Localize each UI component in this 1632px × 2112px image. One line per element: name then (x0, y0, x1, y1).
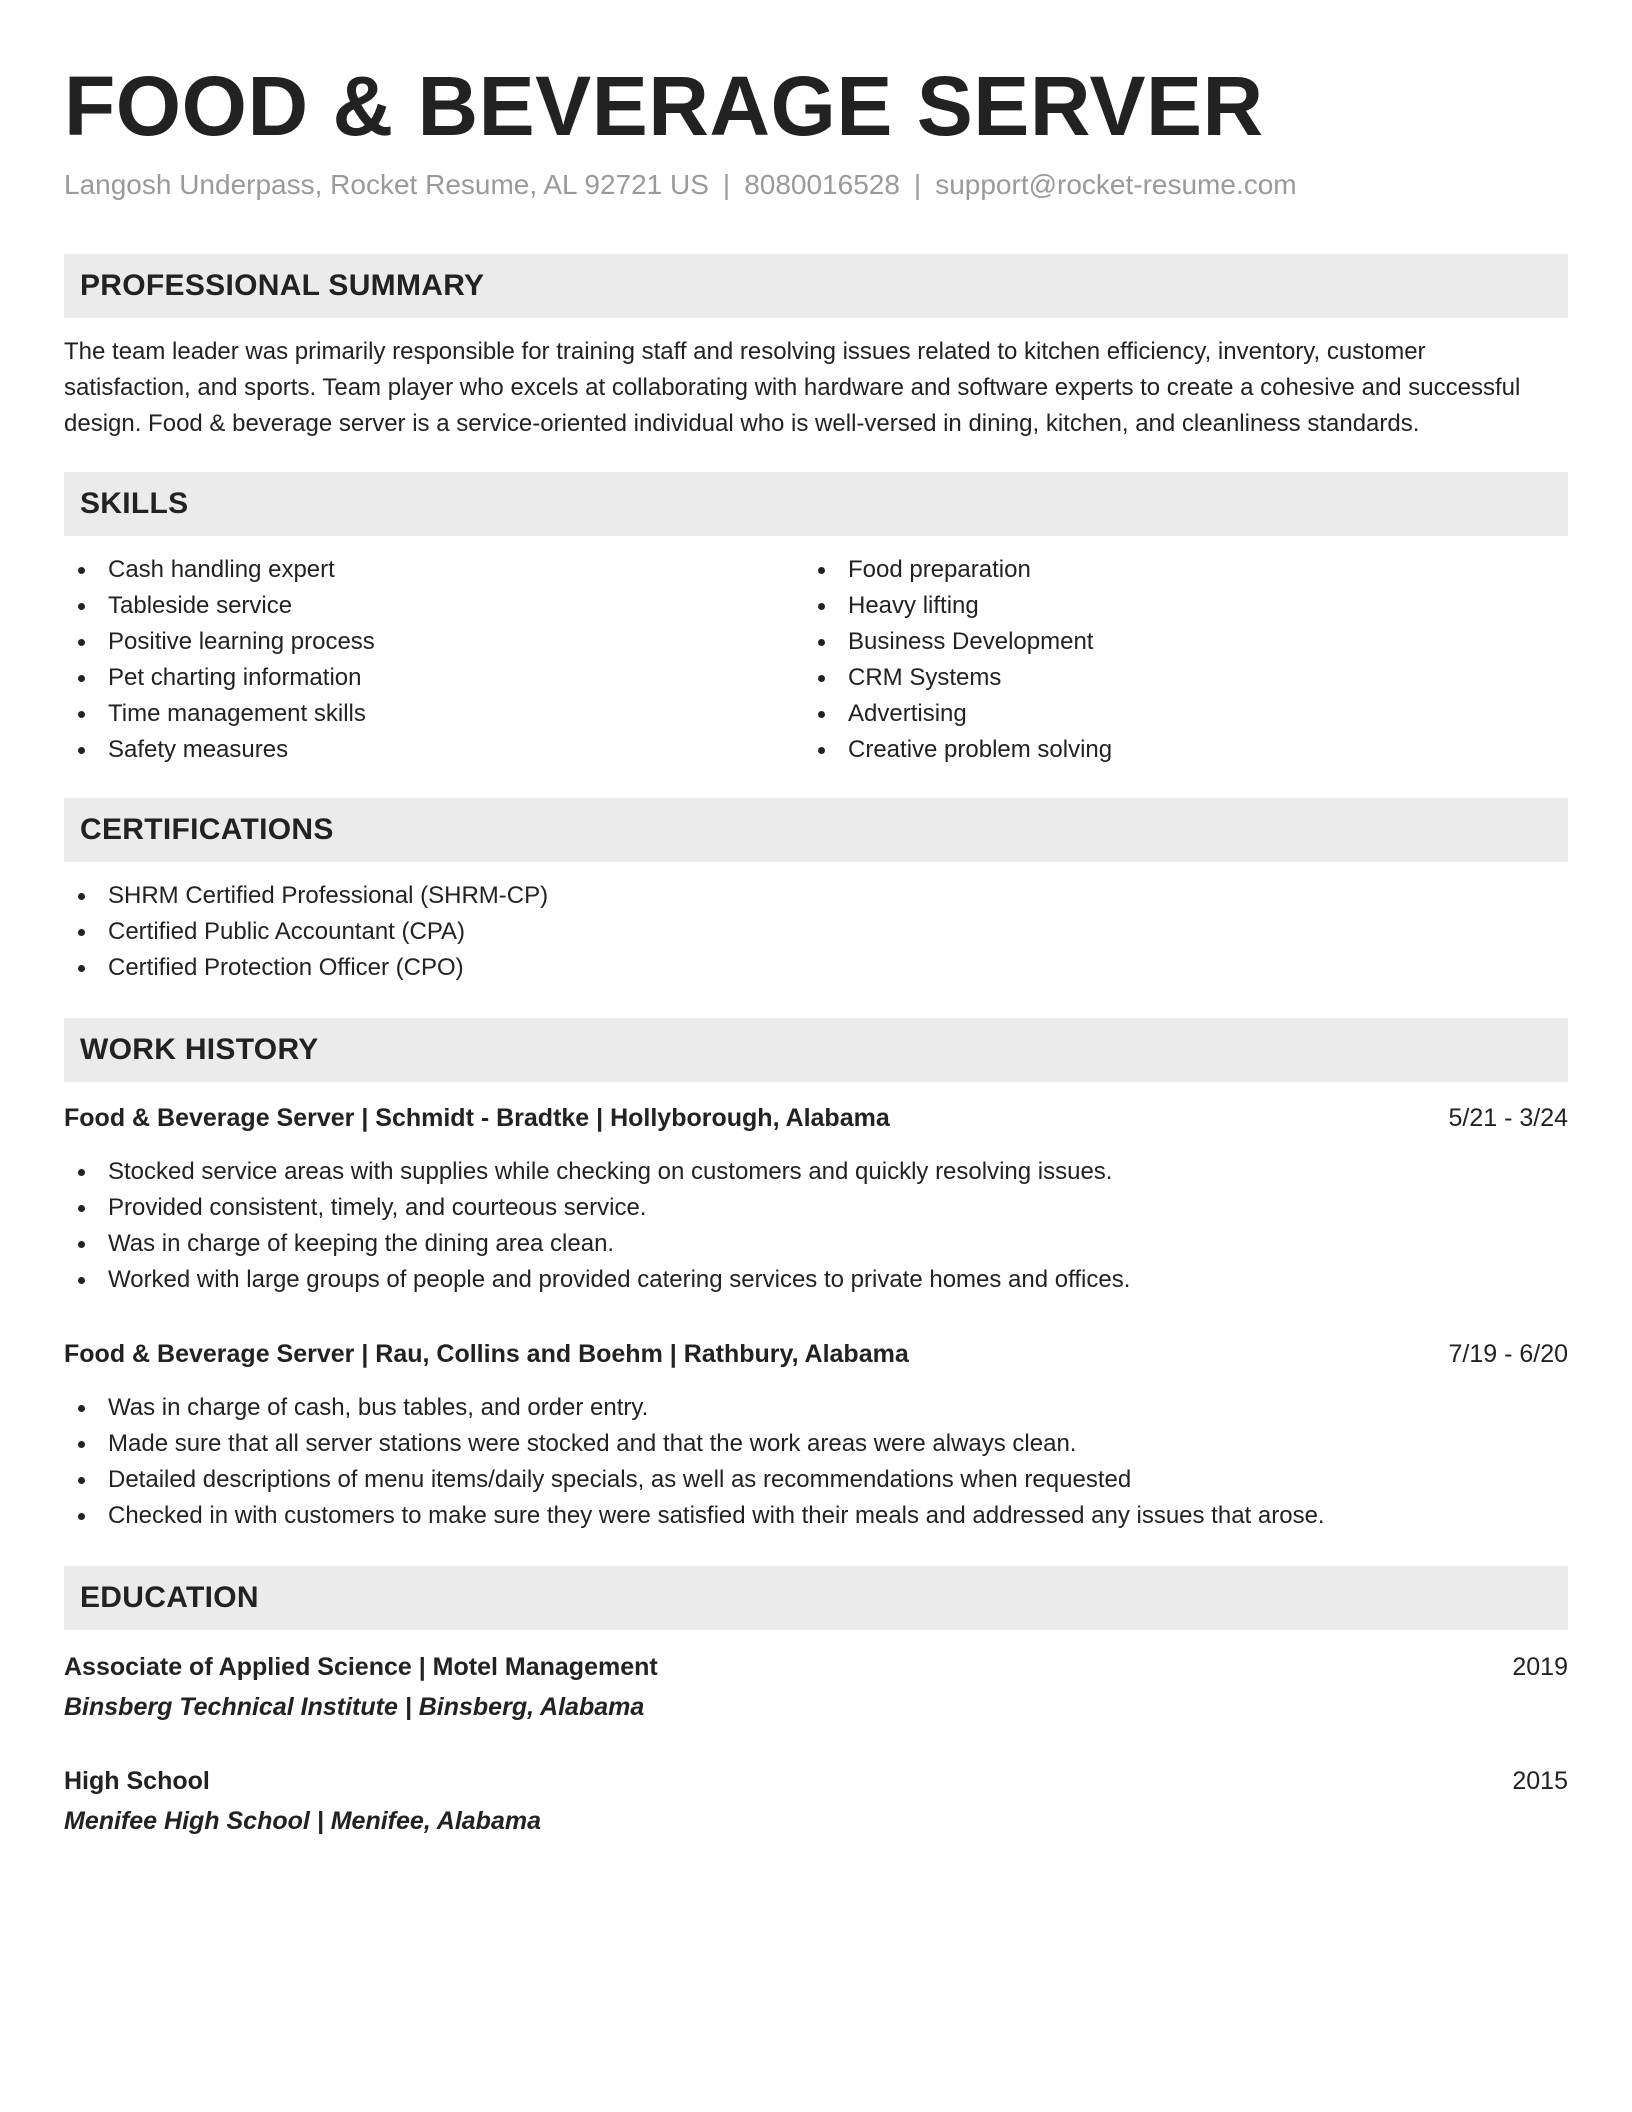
job-title: Food & Beverage Server | Schmidt - Bradtke | Hollyborough, Alabama (64, 1104, 890, 1132)
skill-item: Creative problem solving (804, 732, 1544, 768)
skills-left-list (64, 552, 804, 768)
skill-item: Positive learning process (64, 624, 804, 660)
job-bullet: Was in charge of cash, bus tables, and order entry. (64, 1390, 1568, 1426)
contact-address: Langosh Underpass, Rocket Resume, AL 92721 US (64, 169, 709, 200)
skill-item: Business Development (804, 624, 1544, 660)
education-school: Binsberg Technical Institute | Binsberg, Alabama (64, 1693, 645, 1721)
section-header-summary: PROFESSIONAL SUMMARY (64, 254, 1568, 318)
job-bullet: Was in charge of keeping the dining area clean. (64, 1226, 1568, 1262)
education-header (64, 1762, 1568, 1800)
section-header-work-history: WORK HISTORY (64, 1018, 1568, 1082)
job-bullet: Provided consistent, timely, and courteous service. (64, 1190, 1568, 1226)
education-year: 2019 (1512, 1653, 1568, 1681)
education-entry (64, 1648, 1568, 1726)
job-bullet: Checked in with customers to make sure they were satisfied with their meals and addressed any issues that arose. (64, 1498, 1568, 1534)
job-dates: 5/21 - 3/24 (1448, 1104, 1568, 1132)
skill-item: Tableside service (64, 588, 804, 624)
job-dates: 7/19 - 6/20 (1448, 1340, 1568, 1368)
certification-item: SHRM Certified Professional (SHRM-CP) (64, 878, 1568, 914)
job-bullet-list (64, 1154, 1568, 1298)
contact-separator: | (913, 169, 922, 200)
job-bullet: Worked with large groups of people and provided catering services to private homes and offices. (64, 1262, 1568, 1298)
job-bullet: Stocked service areas with supplies while checking on customers and quickly resolving issues. (64, 1154, 1568, 1190)
skill-item: Pet charting information (64, 660, 804, 696)
skill-item: Food preparation (804, 552, 1544, 588)
education-header (64, 1648, 1568, 1686)
job-header (64, 1100, 1568, 1136)
job-bullet-list (64, 1390, 1568, 1534)
education-degree: Associate of Applied Science | Motel Management (64, 1653, 658, 1681)
certification-item: Certified Public Accountant (CPA) (64, 914, 1568, 950)
section-header-education: EDUCATION (64, 1566, 1568, 1630)
skills-right-list (804, 552, 1544, 768)
resume-name: FOOD & BEVERAGE SERVER (64, 59, 1264, 153)
certifications-list (64, 878, 1568, 986)
section-header-certifications: CERTIFICATIONS (64, 798, 1568, 862)
job-entry (64, 1100, 1568, 1298)
summary-text: The team leader was primarily responsible for training staff and resolving issues related to kitchen efficiency, inventory, customer satisfaction, and sports. Team player who excels at collaborating with hardware and software experts to create a cohesive and successful design. Food & beverage server is a service-oriented individual who is well-versed in dining, kitchen, and cleanliness standards. (64, 338, 1521, 437)
certification-item: Certified Protection Officer (CPO) (64, 950, 1568, 986)
skill-item: Advertising (804, 696, 1544, 732)
skill-item: Heavy lifting (804, 588, 1544, 624)
section-header-skills: SKILLS (64, 472, 1568, 536)
contact-line (64, 168, 1568, 202)
job-entry (64, 1336, 1568, 1534)
skill-item: CRM Systems (804, 660, 1544, 696)
education-school: Menifee High School | Menifee, Alabama (64, 1807, 541, 1835)
education-year: 2015 (1512, 1767, 1568, 1795)
contact-phone: 8080016528 (744, 169, 900, 200)
job-header (64, 1336, 1568, 1372)
contact-email: support@rocket-resume.com (935, 169, 1297, 200)
skill-item: Safety measures (64, 732, 804, 768)
contact-separator: | (722, 169, 731, 200)
skill-item: Cash handling expert (64, 552, 804, 588)
job-title: Food & Beverage Server | Rau, Collins and Boehm | Rathbury, Alabama (64, 1340, 909, 1368)
skills-grid (64, 552, 1568, 768)
skill-item: Time management skills (64, 696, 804, 732)
job-bullet: Detailed descriptions of menu items/daily specials, as well as recommendations when requested (64, 1462, 1568, 1498)
job-bullet: Made sure that all server stations were stocked and that the work areas were always clean. (64, 1426, 1568, 1462)
education-entry (64, 1762, 1568, 1840)
education-degree: High School (64, 1767, 210, 1795)
